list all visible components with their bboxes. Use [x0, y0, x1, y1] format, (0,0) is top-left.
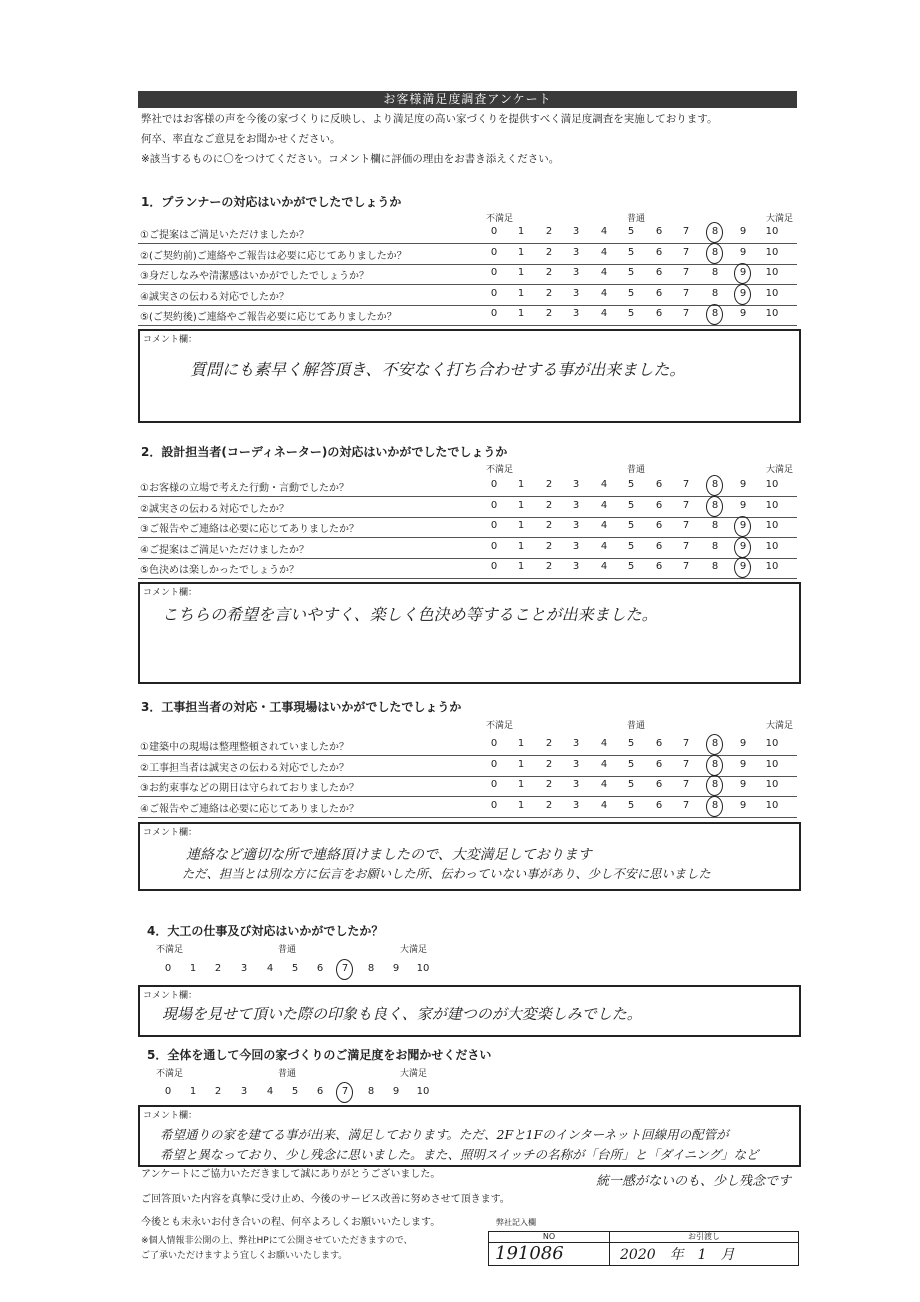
rating-option[interactable]: 4: [600, 520, 608, 531]
rating-option[interactable]: 1: [189, 963, 197, 974]
rating-option[interactable]: 3: [572, 499, 580, 511]
rating-option[interactable]: 7: [682, 540, 690, 552]
rating-option[interactable]: 3: [572, 308, 580, 319]
rating-option[interactable]: 4: [266, 963, 274, 974]
scale-high-label: 大満足: [400, 1069, 428, 1079]
rating-option[interactable]: 8: [711, 799, 719, 811]
rating-option[interactable]: 9: [739, 520, 747, 531]
rating-option[interactable]: 2: [214, 1086, 222, 1097]
rating-option[interactable]: 1: [517, 226, 525, 237]
no-cell: [489, 1232, 610, 1265]
question-text: ③お約束事などの期日は守られておりましたか？: [140, 783, 359, 794]
rating-option[interactable]: 2: [545, 246, 553, 258]
rating-option[interactable]: 10: [765, 267, 779, 278]
rating-option[interactable]: 9: [739, 779, 747, 790]
handwritten-comment: 連絡など適切な所で連絡頂けましたので、大変満足しております: [186, 847, 592, 863]
rating-option[interactable]: 7: [682, 520, 690, 531]
rating-option[interactable]: 0: [490, 561, 498, 572]
rating-option[interactable]: 8: [711, 308, 719, 319]
rating-option[interactable]: 9: [739, 226, 747, 237]
question-text: ③ご報告やご連絡は必要に応じてありましたか？: [140, 524, 359, 535]
rating-option[interactable]: 5: [627, 561, 635, 572]
comment-box: [138, 582, 801, 684]
rating-option[interactable]: 10: [765, 779, 779, 790]
rating-option[interactable]: 10: [765, 479, 779, 490]
rating-option[interactable]: 6: [655, 540, 663, 552]
rating-option[interactable]: 7: [682, 779, 690, 790]
rating-option[interactable]: 0: [490, 308, 498, 319]
rating-option[interactable]: 4: [600, 738, 608, 749]
handwritten-comment: 希望と異なっており、少し残念に思いました。また、照明スイッチの名称が「台所」と「ダイニング」など: [160, 1147, 759, 1162]
question-text: ②誠実さの伝わる対応でしたか？: [140, 503, 289, 515]
rating-option[interactable]: 4: [266, 1086, 274, 1097]
rating-option[interactable]: 10: [765, 758, 779, 770]
office-use-box: [488, 1231, 799, 1266]
question-row: [138, 223, 797, 244]
rating-option[interactable]: 8: [711, 479, 719, 490]
selected-circle: [734, 516, 751, 537]
scale-mid-label: 普通: [627, 214, 646, 224]
rating-option[interactable]: 6: [655, 226, 663, 237]
rating-option[interactable]: 3: [572, 799, 580, 811]
rating-option[interactable]: 6: [655, 287, 663, 299]
question-row: [138, 244, 797, 265]
question-row: [138, 285, 797, 306]
question-text: ②(ご契約前)ご連絡やご報告は必要に応じてありましたか？: [140, 250, 407, 262]
rating-option[interactable]: 7: [682, 479, 690, 490]
rating-option[interactable]: 1: [517, 799, 525, 811]
rating-option[interactable]: 5: [627, 779, 635, 790]
rating-option[interactable]: 4: [600, 540, 608, 552]
rating-option[interactable]: 4: [600, 479, 608, 490]
scale-high-label: 大満足: [400, 945, 428, 955]
rating-option[interactable]: 8: [711, 758, 719, 770]
rating-option[interactable]: 5: [627, 267, 635, 278]
rating-option[interactable]: 4: [600, 799, 608, 811]
rating-option[interactable]: 7: [682, 226, 690, 237]
rating-option[interactable]: 2: [545, 499, 553, 511]
section-heading: 3．工事担当者の対応・工事現場はいかがでしたでしょうか: [141, 700, 462, 714]
intro-line: 弊社ではお客様の声を今後の家づくりに反映し、より満足度の高い家づくりを提供すべく満足度調査を実施しております。: [141, 113, 718, 125]
handwritten-comment: こちらの希望を言いやすく、楽しく色決め等することが出来ました。: [162, 605, 658, 624]
question-row: [138, 558, 797, 579]
rating-option[interactable]: 7: [341, 1086, 349, 1097]
rating-option[interactable]: 7: [682, 246, 690, 258]
rating-option[interactable]: 3: [572, 246, 580, 258]
rating-option[interactable]: 2: [545, 799, 553, 811]
rating-option[interactable]: 6: [655, 779, 663, 790]
handwritten-comment: ただ、担当とは別な方に伝言をお願いした所、伝わっていない事があり、少し不安に思いました: [182, 867, 711, 881]
rating-option[interactable]: 8: [367, 963, 375, 974]
rating-option[interactable]: 3: [572, 738, 580, 749]
comment-label: コメント欄：: [143, 1111, 198, 1121]
rating-option[interactable]: 0: [490, 520, 498, 531]
rating-option[interactable]: 8: [367, 1086, 375, 1097]
question-row: [138, 497, 797, 518]
question-text: ⑤(ご契約後)ご連絡やご報告必要に応じてありましたか？: [140, 312, 397, 323]
selected-circle: [706, 755, 723, 776]
office-use-label: 弊社記入欄: [496, 1218, 536, 1227]
privacy-note: ご了承いただけますよう宜しくお願いいたします。: [141, 1251, 348, 1261]
question-row: [138, 735, 797, 756]
rating-option[interactable]: 5: [627, 799, 635, 811]
rating-option[interactable]: 10: [765, 540, 779, 552]
scale-mid-label: 普通: [278, 1069, 297, 1079]
rating-option[interactable]: 2: [545, 758, 553, 770]
selected-circle: [734, 557, 751, 578]
rating-option[interactable]: 0: [164, 963, 172, 974]
rating-option[interactable]: 0: [490, 758, 498, 770]
rating-option[interactable]: 2: [545, 779, 553, 790]
selected-circle: [706, 475, 723, 496]
handwritten-comment: 統一感がないのも、少し残念です: [596, 1174, 792, 1189]
section-heading: 2．設計担当者(コーディネーター)の対応はいかがでしたでしょうか: [141, 445, 508, 459]
handwritten-comment: 現場を見せて頂いた際の印象も良く、家が建つのが大変楽しみでした。: [162, 1005, 642, 1023]
rating-option[interactable]: 0: [490, 779, 498, 790]
scale-low-label: 不満足: [156, 945, 184, 955]
scale-mid-label: 普通: [278, 945, 297, 955]
privacy-note: ※個人情報非公開の上、弊社HPにて公開させていただきますので、: [141, 1236, 413, 1246]
question-row: [138, 538, 797, 559]
selected-circle: [706, 775, 723, 796]
rating-scale: [0, 963, 920, 983]
rating-option[interactable]: 0: [490, 738, 498, 749]
rating-option[interactable]: 5: [627, 308, 635, 319]
rating-option[interactable]: 7: [682, 499, 690, 511]
comment-box: [138, 329, 801, 423]
scale-low-label: 不満足: [486, 465, 514, 475]
rating-option[interactable]: 5: [291, 963, 299, 974]
selected-circle: [706, 304, 723, 325]
rating-option[interactable]: 9: [739, 479, 747, 490]
comment-box: [138, 822, 801, 891]
selected-circle: [706, 222, 723, 243]
rating-option[interactable]: 10: [416, 1086, 430, 1097]
rating-option[interactable]: 4: [600, 779, 608, 790]
rating-option[interactable]: 3: [572, 540, 580, 552]
selected-circle: [734, 284, 751, 305]
rating-option[interactable]: 10: [765, 226, 779, 237]
comment-box: [138, 985, 801, 1037]
rating-option[interactable]: 3: [572, 267, 580, 278]
rating-option[interactable]: 4: [600, 561, 608, 572]
rating-option[interactable]: 0: [164, 1086, 172, 1097]
question-text: ②工事担当者は誠実さの伝わる対応でしたか？: [140, 762, 349, 774]
rating-option[interactable]: 8: [711, 267, 719, 278]
intro-line: ※該当するものに〇をつけてください。コメント欄に評価の理由をお書き添えください。: [141, 153, 560, 165]
question-text: ①お客様の立場で考えた行動・言動でしたか？: [140, 483, 349, 494]
rating-option[interactable]: 8: [711, 561, 719, 572]
selected-circle: [706, 796, 723, 817]
rating-option[interactable]: 8: [711, 226, 719, 237]
scale-mid-label: 普通: [627, 465, 646, 475]
rating-option[interactable]: 4: [600, 287, 608, 299]
rating-option[interactable]: 5: [627, 499, 635, 511]
question-row: [138, 264, 797, 285]
rating-option[interactable]: 6: [316, 1086, 324, 1097]
rating-option[interactable]: 10: [765, 799, 779, 811]
rating-option[interactable]: 6: [655, 308, 663, 319]
rating-option[interactable]: 6: [316, 963, 324, 974]
question-row: [138, 776, 797, 797]
rating-option[interactable]: 5: [627, 246, 635, 258]
comment-box: [138, 1105, 801, 1167]
question-text: ③身だしなみや清潔感はいかがでしたでしょうか？: [140, 271, 369, 282]
rating-option[interactable]: 4: [600, 246, 608, 258]
section-heading: 1．プランナーの対応はいかがでしたでしょうか: [141, 195, 402, 209]
comment-label: コメント欄：: [143, 335, 198, 345]
rating-option[interactable]: 7: [682, 267, 690, 278]
footer-line: アンケートにご協力いただきまして誠にありがとうございました。: [141, 1169, 441, 1180]
rating-option[interactable]: 10: [765, 246, 779, 258]
scale-low-label: 不満足: [486, 721, 514, 731]
rating-option[interactable]: 1: [189, 1086, 197, 1097]
question-row: [138, 756, 797, 777]
rating-option[interactable]: 2: [545, 540, 553, 552]
rating-option[interactable]: 1: [517, 520, 525, 531]
question-text: ④誠実さの伝わる対応でしたか？: [140, 291, 289, 303]
scale-mid-label: 普通: [627, 721, 646, 731]
rating-option[interactable]: 1: [517, 758, 525, 770]
intro-line: 何卒、率直なご意見をお聞かせください。: [141, 133, 341, 145]
rating-option[interactable]: 9: [739, 246, 747, 258]
selected-circle: [706, 496, 723, 517]
handover-cell: [610, 1232, 798, 1265]
rating-option[interactable]: 2: [545, 520, 553, 531]
rating-option[interactable]: 9: [739, 308, 747, 319]
rating-option[interactable]: 3: [572, 520, 580, 531]
rating-option[interactable]: 10: [765, 738, 779, 749]
rating-option[interactable]: 0: [490, 246, 498, 258]
rating-option[interactable]: 7: [682, 287, 690, 299]
selected-circle: [706, 243, 723, 264]
rating-option[interactable]: 4: [600, 758, 608, 770]
rating-option[interactable]: 5: [627, 287, 635, 299]
footer-line: ご回答頂いた内容を真摯に受け止め、今後のサービス改善に努めさせて頂きます。: [141, 1194, 510, 1205]
rating-scale: [0, 1086, 920, 1106]
rating-option[interactable]: 0: [490, 540, 498, 552]
comment-label: コメント欄：: [143, 828, 198, 838]
rating-option[interactable]: 6: [655, 246, 663, 258]
rating-option[interactable]: 1: [517, 287, 525, 299]
rating-option[interactable]: 5: [627, 758, 635, 770]
rating-option[interactable]: 9: [392, 963, 400, 974]
question-text: ④ご報告やご連絡は必要に応じてありましたか？: [140, 803, 359, 815]
rating-option[interactable]: 4: [600, 308, 608, 319]
section-heading: 5．全体を通して今回の家づくりのご満足度をお聞かせください: [147, 1048, 492, 1062]
page-title: お客様満足度調査アンケート: [138, 91, 797, 108]
rating-option[interactable]: 8: [711, 520, 719, 531]
rating-option[interactable]: 10: [765, 499, 779, 511]
rating-option[interactable]: 7: [682, 561, 690, 572]
rating-option[interactable]: 5: [627, 738, 635, 749]
rating-option[interactable]: 6: [655, 758, 663, 770]
rating-option[interactable]: 7: [682, 308, 690, 319]
rating-option[interactable]: 3: [572, 561, 580, 572]
question-text: ⑤色決めは楽しかったでしょうか？: [140, 565, 299, 576]
customer-number: 191086: [495, 1243, 564, 1264]
rating-option[interactable]: 5: [627, 520, 635, 531]
rating-option[interactable]: 2: [545, 561, 553, 572]
handover-date: 2020 年 1 月: [620, 1247, 735, 1263]
question-text: ①建築中の現場は整理整頓されていましたか？: [140, 742, 349, 753]
question-text: ①ご提案はご満足いただけましたか？: [140, 230, 309, 241]
rating-option[interactable]: 9: [739, 267, 747, 278]
rating-option[interactable]: 0: [490, 226, 498, 237]
handwritten-comment: 質問にも素早く解答頂き、不安なく打ち合わせする事が出来ました。: [190, 360, 686, 379]
rating-option[interactable]: 5: [291, 1086, 299, 1097]
rating-option[interactable]: 8: [711, 779, 719, 790]
rating-option[interactable]: 4: [600, 267, 608, 278]
scale-low-label: 不満足: [486, 214, 514, 224]
rating-option[interactable]: 7: [341, 963, 349, 974]
scale-high-label: 大満足: [766, 721, 794, 731]
rating-option[interactable]: 2: [545, 479, 553, 490]
rating-option[interactable]: 6: [655, 738, 663, 749]
handover-label: お引渡し: [610, 1232, 798, 1243]
rating-option[interactable]: 9: [392, 1086, 400, 1097]
rating-option[interactable]: 2: [545, 226, 553, 237]
rating-option[interactable]: 5: [627, 479, 635, 490]
rating-option[interactable]: 1: [517, 738, 525, 749]
rating-option[interactable]: 1: [517, 267, 525, 278]
rating-option[interactable]: 1: [517, 246, 525, 258]
rating-option[interactable]: 0: [490, 479, 498, 490]
selected-circle: [706, 734, 723, 755]
rating-option[interactable]: 0: [490, 287, 498, 299]
rating-option[interactable]: 8: [711, 540, 719, 552]
scale-high-label: 大満足: [766, 214, 794, 224]
rating-option[interactable]: 7: [682, 758, 690, 770]
rating-option[interactable]: 2: [545, 738, 553, 749]
rating-option[interactable]: 6: [655, 799, 663, 811]
rating-option[interactable]: 8: [711, 246, 719, 258]
scale-low-label: 不満足: [156, 1069, 184, 1079]
rating-option[interactable]: 10: [765, 287, 779, 299]
rating-option[interactable]: 2: [545, 267, 553, 278]
selected-circle: [336, 959, 353, 980]
rating-option[interactable]: 6: [655, 499, 663, 511]
rating-option[interactable]: 0: [490, 799, 498, 811]
rating-option[interactable]: 1: [517, 779, 525, 790]
question-text: ④ご提案はご満足いただけましたか？: [140, 544, 309, 556]
rating-option[interactable]: 4: [600, 499, 608, 511]
question-row: [138, 305, 797, 326]
rating-option[interactable]: 2: [214, 963, 222, 974]
section-heading: 4．大工の仕事及び対応はいかがでしたか？: [147, 924, 384, 938]
selected-circle: [734, 263, 751, 284]
rating-option[interactable]: 3: [240, 1086, 248, 1097]
rating-option[interactable]: 2: [545, 308, 553, 319]
rating-option[interactable]: 6: [655, 267, 663, 278]
rating-option[interactable]: 3: [572, 758, 580, 770]
comment-label: コメント欄：: [143, 991, 198, 1001]
rating-option[interactable]: 0: [490, 267, 498, 278]
rating-option[interactable]: 1: [517, 561, 525, 572]
rating-option[interactable]: 9: [739, 738, 747, 749]
question-row: [138, 476, 797, 497]
rating-option[interactable]: 5: [627, 226, 635, 237]
rating-option[interactable]: 9: [739, 561, 747, 572]
rating-option[interactable]: 1: [517, 540, 525, 552]
rating-option[interactable]: 9: [739, 799, 747, 811]
rating-option[interactable]: 10: [765, 561, 779, 572]
rating-option[interactable]: 3: [572, 779, 580, 790]
rating-option[interactable]: 6: [655, 561, 663, 572]
rating-option[interactable]: 3: [240, 963, 248, 974]
rating-option[interactable]: 10: [765, 308, 779, 319]
rating-option[interactable]: 8: [711, 499, 719, 511]
scale-high-label: 大満足: [766, 465, 794, 475]
rating-option[interactable]: 9: [739, 540, 747, 552]
rating-option[interactable]: 6: [655, 520, 663, 531]
rating-option[interactable]: 1: [517, 308, 525, 319]
rating-option[interactable]: 8: [711, 287, 719, 299]
rating-option[interactable]: 0: [490, 499, 498, 511]
rating-option[interactable]: 3: [572, 479, 580, 490]
rating-option[interactable]: 6: [655, 479, 663, 490]
rating-option[interactable]: 8: [711, 738, 719, 749]
rating-option[interactable]: 1: [517, 499, 525, 511]
comment-label: コメント欄：: [143, 588, 198, 598]
question-row: [138, 517, 797, 538]
rating-option[interactable]: 2: [545, 287, 553, 299]
selected-circle: [336, 1082, 353, 1103]
rating-option[interactable]: 9: [739, 758, 747, 770]
rating-option[interactable]: 9: [739, 287, 747, 299]
rating-option[interactable]: 3: [572, 226, 580, 237]
footer-line: 今後とも末永いお付き合いの程、何卒よろしくお願いいたします。: [141, 1217, 441, 1228]
rating-option[interactable]: 9: [739, 499, 747, 511]
rating-option[interactable]: 5: [627, 540, 635, 552]
rating-option[interactable]: 4: [600, 226, 608, 237]
no-label: NO: [489, 1232, 609, 1243]
question-row: [138, 797, 797, 818]
rating-option[interactable]: 7: [682, 738, 690, 749]
rating-option[interactable]: 3: [572, 287, 580, 299]
rating-option[interactable]: 10: [765, 520, 779, 531]
handwritten-comment: 希望通りの家を建てる事が出来、満足しております。ただ、2Fと1Fのインターネット回線用の配管が: [160, 1127, 729, 1142]
selected-circle: [734, 537, 751, 558]
rating-option[interactable]: 1: [517, 479, 525, 490]
rating-option[interactable]: 10: [416, 963, 430, 974]
rating-option[interactable]: 7: [682, 799, 690, 811]
